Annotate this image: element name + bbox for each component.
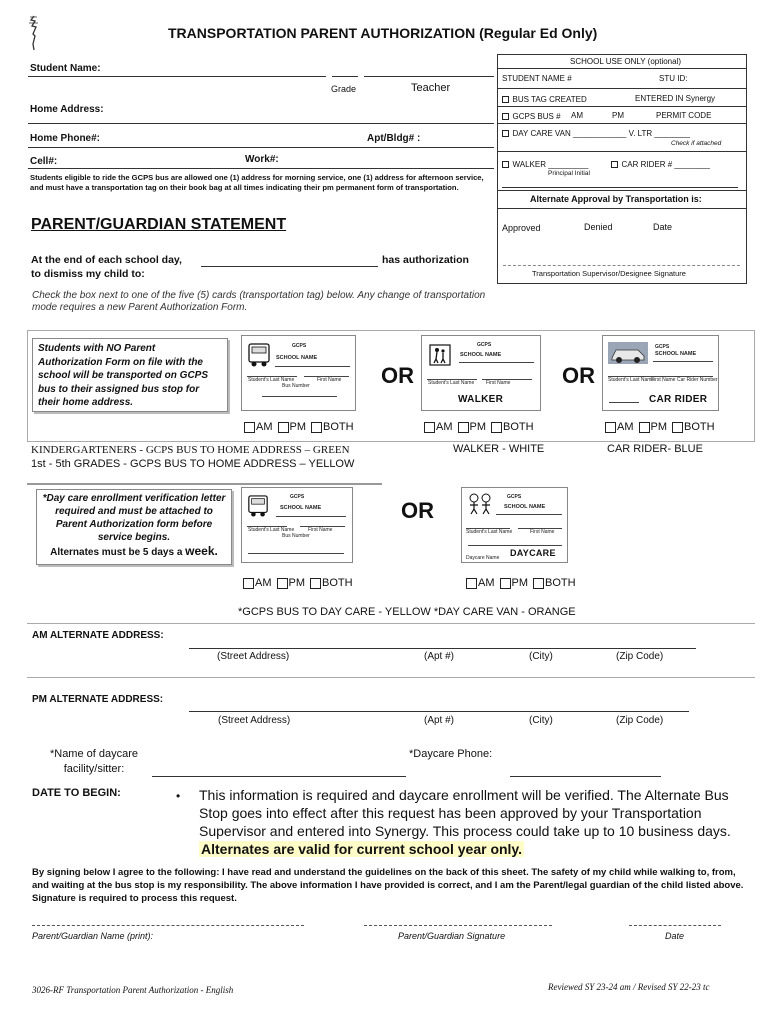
daycare-am-option[interactable]: AM (466, 577, 495, 589)
statement-heading: PARENT/GUARDIAN STATEMENT (31, 216, 287, 233)
statement-line1-pre: At the end of each school day, (31, 254, 182, 266)
approval-date-label: Date (653, 222, 673, 232)
pm-alternate-label: PM ALTERNATE ADDRESS: (32, 694, 164, 705)
alternate-approval-label: Alternate Approval by Transportation is: (530, 194, 702, 204)
statement-line2: to dismiss my child to: (31, 268, 145, 280)
walker-checkbox-school[interactable] (502, 161, 509, 168)
am-alternate-label: AM ALTERNATE ADDRESS: (32, 630, 164, 641)
parent-signature-field[interactable] (364, 925, 552, 926)
daycare-note-week: week. (185, 544, 218, 558)
gcps-logo-icon (27, 14, 41, 52)
card-gcps-label: GCPS (477, 342, 492, 348)
daycare-name-field[interactable] (152, 776, 406, 777)
cell-field[interactable] (28, 168, 494, 169)
grade-label: Grade (331, 84, 357, 94)
home-phone-field[interactable] (28, 147, 494, 148)
pm-apt-label: (Apt #) (424, 715, 455, 726)
daycare-card[interactable] (461, 487, 568, 563)
bullet-text (199, 786, 745, 858)
walker-am-option[interactable]: AM (424, 421, 453, 433)
card-gcps-label: GCPS (290, 494, 305, 500)
walker-color-note: WALKER - WHITE (453, 443, 545, 455)
parent-name-label: Parent/Guardian Name (print): (32, 931, 154, 941)
daycare-phone-label: *Daycare Phone: (409, 748, 493, 760)
pm-street-label: (Street Address) (218, 715, 291, 726)
stu-id: STU ID: (659, 74, 688, 83)
walker-icon (429, 344, 451, 366)
card-last-name: Student's Last Name (248, 527, 295, 533)
walker-both-option[interactable]: BOTH (491, 421, 534, 433)
statement-instructions: Check the box next to one of the five (5) cards (transportation tag) below. Any change of transportation mode requires a new Parent Authorization Form. (32, 290, 486, 313)
home-address-label: Home Address: (30, 104, 104, 115)
card-first-name: First Name (651, 377, 676, 383)
bullet-main: This information is required and daycare enrollment will be verified. The Alternate Bus Stop goes into effect after this request has been approved by your Transportation Supervisor and entered into Synergy. This process could take up to 10 business days. (199, 787, 731, 839)
card-school-name: SCHOOL NAME (504, 504, 546, 510)
daycare-bus-pm-option[interactable]: PM (277, 577, 306, 589)
gcps-bus-label: GCPS BUS # (512, 112, 561, 121)
bus-tag-checkbox[interactable] (502, 96, 509, 103)
car-rider-color-note: CAR RIDER- BLUE (607, 443, 703, 455)
card-last-name: Student's Last Name (466, 529, 513, 535)
approved-label: Approved (502, 223, 541, 233)
card-bus-number: Bus Number (282, 383, 310, 389)
home-phone-label: Home Phone#: (30, 133, 101, 144)
card-car-rider-number: Car Rider Number (677, 377, 718, 383)
daycare-bus-both-option[interactable]: BOTH (310, 577, 353, 589)
school-use-pm: PM (612, 111, 624, 120)
eligibility-note: Students eligible to ride the GCPS bus are allowed one (1) address for morning service, one (1) address for afternoon service, and must have a transportation tag on their book bag at all times indicating their pm permanent form of transportation. (30, 173, 484, 192)
student-name-number: STUDENT NAME # (502, 74, 572, 83)
card-school-name: SCHOOL NAME (276, 355, 318, 361)
am-zip-label: (Zip Code) (616, 651, 664, 662)
daycare-phone-field[interactable] (510, 776, 661, 777)
or-label-1: OR (381, 363, 414, 388)
walker-card[interactable] (421, 335, 541, 411)
daycare-both-option[interactable]: BOTH (533, 577, 576, 589)
card-daycare-title: DAYCARE (510, 548, 556, 558)
card-car-rider-title: CAR RIDER (649, 394, 708, 405)
parent-name-field[interactable] (32, 925, 304, 926)
daycare-bus-am-option[interactable]: AM (243, 577, 272, 589)
statement-line1-post: has authorization (382, 254, 469, 266)
car-rider-card-options (605, 421, 720, 433)
card-bus-number: Bus Number (282, 533, 310, 539)
permit-code: PERMIT CODE (656, 111, 712, 120)
card-gcps-label: GCPS (655, 344, 670, 350)
card-first-name: First Name (317, 377, 342, 383)
children-icon (466, 493, 494, 515)
cell-label: Cell#: (30, 156, 58, 167)
card-last-name: Student's Last Name (428, 380, 475, 386)
bus-card[interactable] (241, 335, 356, 411)
kinder-note: KINDERGARTENERS - GCPS BUS TO HOME ADDRESS – GREEN (31, 444, 350, 456)
pm-zip-label: (Zip Code) (616, 715, 664, 726)
footer-left: 3026-RF Transportation Parent Authorization - English (32, 985, 234, 995)
denied-label: Denied (584, 222, 613, 232)
student-name-field[interactable] (28, 76, 326, 77)
grade-field[interactable] (332, 76, 358, 77)
home-address-field[interactable] (28, 123, 494, 124)
work-label: Work#: (245, 154, 279, 165)
car-icon (608, 342, 648, 364)
teacher-label: Teacher (411, 82, 451, 94)
walker-pm-option[interactable]: PM (458, 421, 487, 433)
daycare-name-label: *Name of daycare facility/sitter: (49, 748, 139, 775)
bus-card-options (244, 421, 359, 433)
car-pm-option[interactable]: PM (639, 421, 668, 433)
car-rider-card[interactable] (602, 335, 719, 411)
bus-both-option[interactable]: BOTH (311, 421, 354, 433)
car-am-option[interactable]: AM (605, 421, 634, 433)
daycare-note-main: Day care enrollment verification letter required and must be attached to Parent Authorization form before service begins. (46, 493, 226, 543)
bus-icon (247, 494, 269, 518)
signature-date-label: Date (665, 931, 685, 941)
walker-card-options (424, 421, 539, 433)
bullet-highlight: Alternates are valid for current school year only. (201, 841, 523, 857)
card-first-name: First Name (308, 527, 333, 533)
bullet-dot: • (176, 789, 181, 803)
card-last-name: Student's Last Name (248, 377, 295, 383)
principal-initial: Principal Initial (548, 170, 590, 177)
card-first-name: First Name (486, 380, 511, 386)
parent-signature-label: Parent/Guardian Signature (398, 931, 506, 941)
check-if-attached: Check if attached (671, 140, 722, 147)
signing-statement: By signing below I agree to the following: I have read and understand the guidelines on the back of this sheet. The safety of my child while walking to, from, and waiting at the bus stop is my responsibility. The above information I have provided is correct, and I am the Parent/legal guardian of the child listed above. Signature is required to process this request. (32, 867, 744, 904)
car-rider-school-label: CAR RIDER # ________ (621, 160, 711, 169)
card-school-name: SCHOOL NAME (655, 351, 697, 357)
bus-am-option[interactable]: AM (244, 421, 273, 433)
daycare-note: *Day care enrollment verification letter required and must be attached to Parent Authorization form before service begins. Alternates must be 5 days a week. (36, 489, 232, 565)
daycare-colors-note: *GCPS BUS TO DAY CARE - YELLOW *DAY CARE VAN - ORANGE (238, 606, 576, 618)
car-both-option[interactable]: BOTH (672, 421, 715, 433)
school-use-am: AM (571, 111, 583, 120)
footer-right: Reviewed SY 23-24 am / Revised SY 22-23 tc (548, 982, 710, 992)
card-school-name: SCHOOL NAME (280, 505, 322, 511)
am-apt-label: (Apt #) (424, 651, 455, 662)
student-name-label: Student Name: (30, 63, 101, 74)
card-daycare-name: Daycare Name (466, 555, 500, 561)
daycare-pm-option[interactable]: PM (500, 577, 529, 589)
apt-label: Apt/Bldg# : (367, 133, 421, 144)
or-label-3: OR (401, 498, 434, 523)
teacher-field[interactable] (364, 76, 494, 77)
supervisor-signature-line[interactable] (503, 265, 740, 266)
card-gcps-label: GCPS (292, 343, 307, 349)
or-label-2: OR (562, 363, 595, 388)
am-street-label: (Street Address) (217, 651, 290, 662)
card-gcps-label: GCPS (507, 494, 522, 500)
school-use-title: SCHOOL USE ONLY (optional) (570, 57, 682, 66)
card-school-name: SCHOOL NAME (460, 352, 502, 358)
daycare-bus-options (243, 577, 358, 589)
daycare-note-alternates: Alternates must be 5 days a (50, 547, 183, 558)
daycare-bus-card[interactable] (241, 487, 353, 563)
daycare-options (466, 577, 581, 589)
page-title: TRANSPORTATION PARENT AUTHORIZATION (Regular Ed Only) (168, 25, 598, 41)
entered-synergy: ENTERED IN Synergy (635, 94, 716, 103)
pm-alternate-field[interactable] (189, 711, 689, 712)
day-care-van-checkbox[interactable] (502, 130, 509, 137)
card-first-name: First Name (530, 529, 555, 535)
am-alternate-field[interactable] (189, 648, 696, 649)
card-walker-title: WALKER (458, 394, 504, 405)
date-to-begin-label: DATE TO BEGIN: (32, 787, 121, 799)
supervisor-signature-label: Transportation Supervisor/Designee Signature (532, 269, 686, 278)
grades-note: 1st - 5th GRADES - GCPS BUS TO HOME ADDRESS – YELLOW (31, 458, 355, 470)
bus-icon (247, 342, 271, 368)
authorized-person-field[interactable] (201, 266, 378, 267)
card-last-name: Student's Last Name (608, 377, 655, 383)
walker-school-label: WALKER _________ (512, 160, 589, 169)
day-care-van-label: DAY CARE VAN ____________ V. LTR ________ (512, 129, 690, 138)
gcps-bus-checkbox[interactable] (502, 113, 509, 120)
pm-city-label: (City) (529, 715, 553, 726)
am-city-label: (City) (529, 651, 553, 662)
signature-date-field[interactable] (629, 925, 721, 926)
car-rider-checkbox-school[interactable] (611, 161, 618, 168)
bus-pm-option[interactable]: PM (278, 421, 307, 433)
bus-tag-label: BUS TAG CREATED (512, 95, 587, 104)
no-auth-note: Students with NO Parent Authorization Form on file with the school will be transported on GCPS bus to their assigned bus stop for their home address. (32, 338, 228, 412)
